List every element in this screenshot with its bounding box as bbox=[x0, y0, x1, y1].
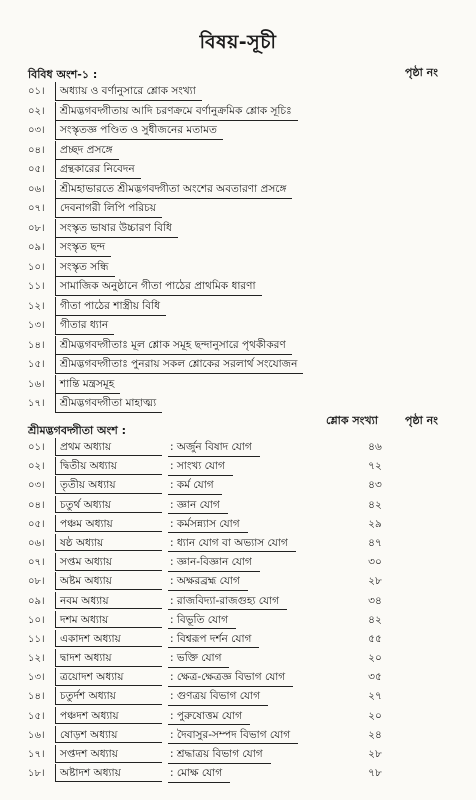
list-item[interactable] bbox=[28, 277, 468, 297]
yoga-name: : শ্রদ্ধাত্রয় বিভাগ যোগ bbox=[168, 745, 271, 764]
yoga-name: : কর্মসন্ন্যাস যোগ bbox=[168, 515, 248, 534]
item-text: সংস্কৃতজ্ঞ পণ্ডিত ও সুধীজনের মতামত bbox=[55, 121, 223, 140]
list-item[interactable] bbox=[28, 121, 468, 141]
adhyay-name: সপ্তদশ অধ্যায় bbox=[55, 745, 162, 763]
table-row[interactable] bbox=[28, 649, 468, 668]
item-number: ০৪। bbox=[28, 499, 45, 511]
item-number: ০৯। bbox=[28, 595, 45, 607]
section2-page-col-header: পৃষ্ঠা নং bbox=[405, 414, 438, 427]
adhyay-name: একাদশ অধ্যায় bbox=[55, 630, 162, 648]
yoga-name: : রাজবিদ্যা-রাজগুহ্য যোগ bbox=[168, 592, 287, 611]
adhyay-name: দ্বাদশ অধ্যায় bbox=[55, 649, 162, 667]
item-number: ১১। bbox=[28, 281, 45, 292]
list-item[interactable] bbox=[28, 297, 468, 317]
section2-heading: শ্রীমদ্ভগবদ্গীতা অংশ : bbox=[28, 424, 127, 437]
item-number: ০২। bbox=[28, 461, 45, 473]
list-item[interactable] bbox=[28, 355, 468, 375]
table-row[interactable] bbox=[28, 764, 468, 783]
item-number: ০৭। bbox=[28, 203, 45, 214]
table-row[interactable] bbox=[28, 438, 468, 457]
item-text: গ্রন্থকারের নিবেদন bbox=[55, 160, 141, 179]
yoga-name: : পুরুষোত্তম যোগ bbox=[168, 707, 250, 726]
adhyay-name: দশম অধ্যায় bbox=[55, 611, 162, 629]
adhyay-name: নবম অধ্যায় bbox=[55, 592, 162, 610]
list-item[interactable] bbox=[28, 394, 468, 414]
adhyay-name: প্রথম অধ্যায় bbox=[55, 438, 162, 456]
item-number: ১৬। bbox=[28, 729, 45, 741]
item-number: ১০। bbox=[28, 261, 45, 273]
item-number: ০৩। bbox=[28, 480, 45, 492]
item-number: ১৫। bbox=[28, 359, 45, 370]
sloka-count: ৪২ bbox=[368, 498, 382, 511]
table-row[interactable] bbox=[28, 611, 468, 630]
sloka-count: ৩৪ bbox=[368, 594, 382, 607]
item-number: ০৮। bbox=[28, 576, 45, 588]
sloka-count: ৩০ bbox=[368, 556, 382, 569]
sloka-count: ২৮ bbox=[368, 575, 382, 588]
item-number: ১৩। bbox=[28, 320, 45, 331]
list-item[interactable] bbox=[28, 336, 468, 356]
yoga-name: : ক্ষেত্র-ক্ষেত্রজ্ঞ বিভাগ যোগ bbox=[168, 668, 293, 687]
item-number: ১২। bbox=[28, 653, 45, 665]
table-row[interactable] bbox=[28, 515, 468, 534]
item-text: গীতার ধ্যান bbox=[55, 316, 114, 335]
adhyay-name: চতুর্দশ অধ্যায় bbox=[55, 687, 162, 705]
item-number: ১২। bbox=[28, 300, 45, 312]
item-number: ১৭। bbox=[28, 398, 45, 409]
list-item[interactable] bbox=[28, 141, 468, 161]
adhyay-name: সপ্তম অধ্যায় bbox=[55, 553, 162, 571]
sloka-count: ৪৭ bbox=[368, 536, 382, 549]
yoga-name: : অক্ষরব্রহ্ম যোগ bbox=[168, 572, 248, 591]
table-row[interactable] bbox=[28, 707, 468, 726]
sloka-count: ২৮ bbox=[368, 748, 382, 760]
table-row[interactable] bbox=[28, 630, 468, 649]
page-title: বিষয়-সূচী bbox=[199, 31, 277, 53]
adhyay-name: অষ্টম অধ্যায় bbox=[55, 572, 162, 590]
item-text: গীতা পাঠের শাস্ত্রীয় বিধি bbox=[55, 297, 166, 316]
table-row[interactable] bbox=[28, 476, 468, 495]
adhyay-name: চতুর্থ অধ্যায় bbox=[55, 496, 162, 514]
table-row[interactable] bbox=[28, 592, 468, 611]
item-text: শ্রীমদ্ভগবদ্গীতায় আদি চরণক্রমে বর্ণানুক্রমিক শ্লোক সূচিঃ bbox=[55, 102, 298, 121]
item-number: ১৮। bbox=[28, 768, 45, 780]
yoga-name: : জ্ঞান-বিজ্ঞান যোগ bbox=[168, 553, 260, 572]
adhyay-name: ষষ্ঠ অধ্যায় bbox=[55, 534, 162, 552]
list-item[interactable] bbox=[28, 238, 468, 258]
table-row[interactable] bbox=[28, 726, 468, 745]
list-item[interactable] bbox=[28, 160, 468, 180]
section1-page-col-header: পৃষ্ঠা নং bbox=[405, 66, 438, 79]
sloka-count: ২৯ bbox=[368, 517, 382, 530]
adhyay-name: পঞ্চদশ অধ্যায় bbox=[55, 707, 162, 725]
item-number: ০৬। bbox=[28, 537, 45, 549]
list-item[interactable] bbox=[28, 102, 468, 122]
adhyay-name: তৃতীয় অধ্যায় bbox=[55, 476, 162, 494]
item-text: শান্তি মন্ত্রসমূহ bbox=[55, 375, 120, 394]
list-item[interactable] bbox=[28, 375, 468, 395]
item-number: ১৬। bbox=[28, 378, 45, 390]
adhyay-name: পঞ্চম অধ্যায় bbox=[55, 515, 162, 533]
yoga-name: : ভক্তি যোগ bbox=[168, 649, 229, 668]
yoga-name: : কর্ম যোগ bbox=[168, 476, 222, 495]
sloka-count: ৪৩ bbox=[368, 479, 382, 492]
sloka-count: ২৪ bbox=[368, 728, 382, 741]
table-row[interactable] bbox=[28, 745, 468, 764]
item-number: ১৪। bbox=[28, 339, 45, 351]
item-text: দেবনাগরী লিপি পরিচয় bbox=[55, 199, 162, 218]
yoga-name: : মোক্ষ যোগ bbox=[168, 764, 230, 783]
item-number: ০১। bbox=[28, 86, 45, 97]
item-text: প্রচ্ছদ প্রসঙ্গে bbox=[55, 141, 119, 160]
item-number: ১৪। bbox=[28, 691, 45, 703]
table-row[interactable] bbox=[28, 687, 468, 706]
adhyay-name: দ্বিতীয় অধ্যায় bbox=[55, 457, 162, 475]
item-number: ০৪। bbox=[28, 144, 45, 156]
item-number: ১৩। bbox=[28, 672, 45, 684]
section2-sloka-col-header: শ্লোক সংখ্যা bbox=[326, 414, 378, 427]
list-item[interactable] bbox=[28, 316, 468, 336]
yoga-name: : ধ্যান যোগ বা অভ্যাস যোগ bbox=[168, 534, 296, 553]
adhyay-name: ত্রয়োদশ অধ্যায় bbox=[55, 668, 162, 686]
adhyay-name: অষ্টাদশ অধ্যায় bbox=[55, 764, 162, 782]
list-item[interactable] bbox=[28, 82, 468, 102]
yoga-name: : সাংখ্য যোগ bbox=[168, 457, 233, 476]
sloka-count: ৩৫ bbox=[368, 671, 382, 684]
yoga-name: : বিভূতি যোগ bbox=[168, 611, 236, 630]
section1-list bbox=[28, 82, 468, 414]
section2-list bbox=[28, 438, 468, 783]
sloka-count: ৪২ bbox=[368, 613, 382, 626]
list-item[interactable] bbox=[28, 199, 468, 219]
list-item[interactable] bbox=[28, 180, 468, 200]
item-number: ০৫। bbox=[28, 164, 45, 175]
item-text: সংস্কৃত ছন্দ bbox=[55, 238, 111, 257]
item-text: সামাজিক অনুষ্ঠানে গীতা পাঠের প্রাথমিক ধারণা bbox=[55, 277, 262, 296]
item-number: ০৯। bbox=[28, 242, 45, 253]
item-number: ০৭। bbox=[28, 557, 45, 569]
item-text: শ্রীমদ্ভগবদ্গীতা মাহাত্ম্য bbox=[55, 394, 162, 413]
sloka-count: ৫৫ bbox=[368, 632, 382, 645]
table-row[interactable] bbox=[28, 457, 468, 476]
list-item[interactable] bbox=[28, 258, 468, 278]
table-row[interactable] bbox=[28, 553, 468, 572]
table-row[interactable] bbox=[28, 496, 468, 515]
adhyay-name: ষোড়শ অধ্যায় bbox=[55, 726, 162, 744]
item-number: ০১। bbox=[28, 442, 45, 453]
yoga-name: : বিশ্বরূপ দর্শন যোগ bbox=[168, 630, 259, 649]
item-number: ১৫। bbox=[28, 710, 45, 722]
item-text: সংস্কৃত সন্ধি bbox=[55, 258, 115, 277]
item-number: ০৬। bbox=[28, 183, 45, 195]
item-number: ০২। bbox=[28, 105, 45, 117]
yoga-name: : গুণত্রয় বিভাগ যোগ bbox=[168, 687, 268, 706]
yoga-name: : জ্ঞান যোগ bbox=[168, 496, 228, 515]
item-text: অধ্যায় ও বর্ণানুসারে শ্লোক সংখ্যা bbox=[55, 82, 202, 101]
item-number: ০৩। bbox=[28, 125, 45, 136]
table-row[interactable] bbox=[28, 534, 468, 553]
sloka-count: ২৭ bbox=[368, 690, 382, 703]
item-number: ১১। bbox=[28, 633, 45, 645]
table-row[interactable] bbox=[28, 668, 468, 687]
item-number: ০৮। bbox=[28, 222, 45, 234]
table-row[interactable] bbox=[28, 572, 468, 591]
item-number: ১৭। bbox=[28, 749, 45, 760]
item-text: শ্রীমহাভারতে শ্রীমদ্ভগবদ্গীতা অংশের অবতারণা প্রসঙ্গে bbox=[55, 180, 292, 199]
yoga-name: : দৈবাসুর-সম্পদ বিভাগ যোগ bbox=[168, 726, 298, 745]
item-text: সংস্কৃত ভাষার উচ্চারণ বিধি bbox=[55, 219, 178, 238]
item-text: শ্রীমদ্ভগবদ্গীতাঃ পুনরায় সকল শ্লোকের সরলার্থ সংযোজন bbox=[55, 355, 303, 374]
sloka-count: ৭২ bbox=[368, 460, 382, 473]
sloka-count: ৭৮ bbox=[368, 767, 382, 780]
section1-heading: বিবিধ অংশ-১ : bbox=[28, 68, 98, 81]
list-item[interactable] bbox=[28, 219, 468, 239]
sloka-count: ২০ bbox=[368, 709, 382, 722]
sloka-count: ৪৬ bbox=[368, 441, 382, 453]
yoga-name: : অর্জুন বিষাদ যোগ bbox=[168, 438, 260, 457]
item-number: ০৫। bbox=[28, 518, 45, 530]
item-text: শ্রীমদ্ভগবদ্গীতাঃ মূল শ্লোক সমূহ ছন্দানুসারে পৃথকীকরণ bbox=[55, 336, 292, 355]
item-number: ১০। bbox=[28, 614, 45, 626]
sloka-count: ২০ bbox=[368, 652, 382, 665]
